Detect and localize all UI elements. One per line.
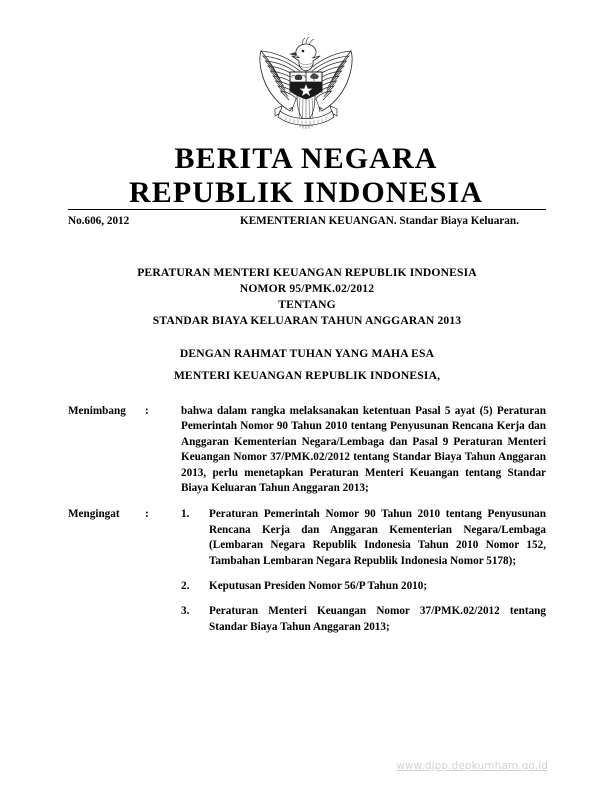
emblem-shield [290,72,322,99]
masthead-line-2: REPUBLIK INDONESIA [128,176,484,209]
list-item-text: Keputusan Presiden Nomor 56/P Tahun 2010; [209,580,428,593]
clause-menimbang-label: Menimbang [68,405,126,417]
source-watermark: www.djpp.depkumham.go.id [396,760,548,772]
masthead-line-1: BERITA NEGARA [174,142,438,175]
emblem-eye [302,50,305,53]
clause-menimbang [68,404,546,496]
title-issuer: MENTERI KEUANGAN REPUBLIK INDONESIA, [173,369,441,382]
masthead [0,142,612,210]
emblem-container [0,36,612,140]
list-item-number: 3. [181,605,190,618]
header-divider [68,209,546,210]
title-spacer [68,329,546,343]
document-reference-line [68,214,546,229]
clause-mengingat [68,507,546,635]
clause-mengingat-list-container [181,507,546,635]
regulation-title-block [68,265,546,387]
clause-mengingat-label: Mengingat [68,508,120,521]
list-item-text: Peraturan Pemerintah Nomor 90 Tahun 2010 tentang Penyusunan Rencana Kerja dan Anggaran Kementerian Negara/Lembaga (Lembaran Negara Republik Indonesia Tahun 2010 Nomor 152, Tambahan Lembaran Negara Republik Indonesia Nomor 5178); [209,508,546,567]
list-item [181,579,546,594]
list-item-text: Peraturan Menteri Keuangan Nomor 37/PMK.02/2012 tentang Standar Biaya Tahun Anggaran 2013; [209,605,546,633]
document-subject: KEMENTERIAN KEUANGAN. Standar Biaya Keluaran. [240,215,519,227]
title-about: STANDAR BIAYA KELUARAN TAHUN ANGGARAN 2013 [152,314,462,327]
garuda-pancasila-emblem [248,36,364,140]
clauses-section [68,404,546,646]
clause-mengingat-colon: : [145,508,149,521]
list-item [181,604,546,635]
title-invocation: DENGAN RAHMAT TUHAN YANG MAHA ESA [179,347,435,360]
list-item-number: 1. [181,508,190,521]
list-item-number: 2. [181,580,190,593]
clause-menimbang-colon: : [145,405,149,417]
document-number: No.606, 2012 [68,215,130,227]
title-tentang: TENTANG [278,298,336,311]
list-item [181,507,546,569]
title-authority: PERATURAN MENTERI KEUANGAN REPUBLIK INDONESIA [137,266,477,279]
clause-menimbang-text: bahwa dalam rangka melaksanakan ketentuan Pasal 5 ayat (5) Peraturan Pemerintah Nomor 90 Tahun 2010 tentang Penyusunan Rencana Kerja dan Anggaran Kementerian Negara/Lembaga dan Pasal 9 Peraturan Menteri Keuangan Nomor 37/PMK.02/2012 tentang Standar Biaya Tahun Anggaran 2013, perlu menetapkan Peraturan Menteri Keuangan tentang Standar Biaya Keluaran Tahun Anggaran 2013; [181,405,546,495]
title-number: NOMOR 95/PMK.02/2012 [239,282,375,295]
mengingat-numbered-list [181,507,546,635]
